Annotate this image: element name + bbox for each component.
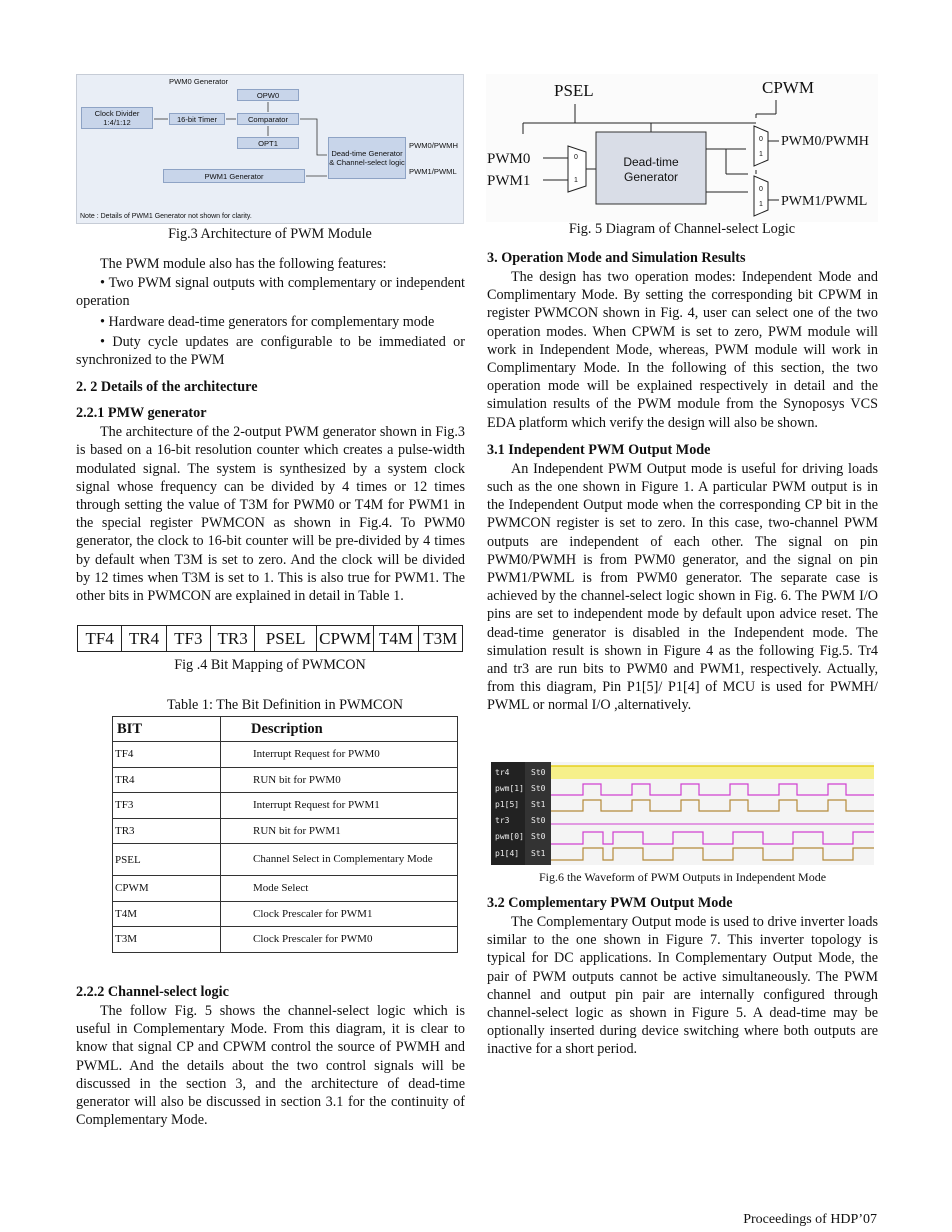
table-row: TR4 RUN bit for PWM0 (113, 767, 458, 793)
table-row: TF4 Interrupt Request for PWM0 (113, 742, 458, 768)
signal-value: St0 (531, 784, 546, 793)
signal-name: pwm[1] (495, 784, 524, 793)
bit-cell: TR3 (211, 626, 255, 651)
signal-value: St0 (531, 768, 546, 777)
paragraph-independent: An Independent PWM Output mode is useful for driving loads such as the one shown in Figure 1. A particular PWM output is in the Independent Output mode when the corresponding CP bit in the PWMCON register is set to zero. In this case, two-channel PWM outputs are independent of each other. The signal on pin PWM0/PWMH is from PWM0 generator, and the signal on pin PWM1/PWML is from PWM0 generator. The separate case is achieved by the channel-select logic shown in Fig. 6. The PWM I/O pins are set to independent mode by default upon advice reset. The dead-time generator is disabled in the Independent mode. The simulation result is shown in Figure 4 as the following Fig.5. Tr4 and tr3 are run bits to PWM0 and PWM1, respectively. Actually, from this diagram, Pin P1[5]/ P1[4] of MCU is used for PWMH/ PWML or normal I/O ,alternatively. (487, 460, 878, 714)
timer-block: 16-bit Timer (169, 113, 225, 125)
paragraph-channel: The follow Fig. 5 shows the channel-select logic which is useful in Complementary Mode. From this diagram, it is clear to know that signal CP and CPWM control the source of PWMH and PWML. And the details about the two control signals will be discussed in the section 3, and the architecture of dead-time generator will also be discussed in section 3.1 for the continuity of Complementary Mode. (76, 1003, 465, 1129)
page-footer: Proceedings of HDP’07 (743, 1212, 877, 1227)
out-l-label: PWM1/PWML (781, 194, 868, 209)
pwmcon-bit-map (77, 625, 463, 652)
table-header: Description (221, 717, 458, 742)
bullet-item: • Two PWM signal outputs with complementary or independent operation (76, 275, 465, 310)
signal-name: pwm[0] (495, 832, 524, 841)
fig5-caption: Fig. 5 Diagram of Channel-select Logic (568, 221, 796, 237)
features-intro: The PWM module also has the following features: (100, 256, 387, 272)
signal-value: St0 (531, 816, 546, 825)
pwm0-label: PWM0 (487, 151, 531, 167)
bullet-item: • Hardware dead-time generators for complementary mode (100, 313, 435, 330)
waveform-svg (491, 762, 874, 865)
signal-value: St1 (531, 849, 546, 858)
mux-input-label: 1 (759, 201, 763, 208)
bullet-item: • Duty cycle updates are configurable to be immediated or synchronized to the PWM (76, 333, 465, 369)
deadtime-logic-block: Dead-time Generator & Channel-select logic (328, 137, 406, 179)
section-heading: 2. 2 Details of the architecture (76, 379, 258, 396)
paragraph-complementary: The Complementary Output mode is used to drive inverter loads similar to the one shown in Figure 7. This inverter topology is typical for DC applications. In Complementary Output Mode, the pair of PWM outputs cannot be active simultaneously. The PWM channel and output pin pair are internally configured through channel-select logic as shown in Figure 5. A dead-time may be optionally inserted during device switching where both outputs are inactive for a short period. (487, 914, 878, 1058)
cpwm-label: CPWM (762, 78, 814, 97)
table-row: TR3 RUN bit for PWM1 (113, 818, 458, 844)
deadtime-label: Dead-time (623, 155, 679, 169)
out-h-label: PWM0/PWMH (781, 134, 869, 149)
fig3-caption: Fig.3 Architecture of PWM Module (168, 226, 372, 242)
fig3-out-l: PWM1/PWML (409, 167, 457, 176)
section-heading: 3.2 Complementary PWM Output Mode (487, 895, 733, 911)
opt1-block: OPT1 (237, 137, 299, 149)
mux-input-label: 0 (759, 136, 763, 143)
fig6-caption: Fig.6 the Waveform of PWM Outputs in Independent Mode (538, 870, 827, 884)
bit-cell: PSEL (255, 626, 317, 651)
table1-caption: Table 1: The Bit Definition in PWMCON (167, 697, 403, 713)
bit-cell: TR4 (122, 626, 166, 651)
signal-value: St1 (531, 800, 546, 809)
signal-name: p1[5] (495, 800, 520, 809)
mux-input-label: 0 (574, 154, 578, 161)
section-heading: 3. Operation Mode and Simulation Results (487, 250, 746, 266)
section-heading: 3.1 Independent PWM Output Mode (487, 441, 711, 458)
mux-input-label: 1 (574, 177, 578, 184)
fig3-out-h: PWM0/PWMH (409, 141, 458, 150)
fig3-title: PWM0 Generator (169, 77, 229, 86)
signal-value: St0 (531, 832, 546, 841)
clock-divider-block: Clock Divider 1:4/1:12 (81, 107, 153, 129)
signal-name: p1[4] (495, 849, 520, 858)
comparator-block: Comparator (237, 113, 299, 125)
bit-definition-table (112, 716, 458, 953)
bit-cell: TF4 (78, 626, 122, 651)
bit-cell: T4M (374, 626, 418, 651)
bit-cell: TF3 (167, 626, 211, 651)
tr4-high-band (551, 766, 874, 779)
paragraph-operation: The design has two operation modes: Independent Mode and Complimentary Mode. By setting the corresponding bit CPWM in register PWMCON shown in Fig. 4, user can select one of the two operation modes. When CPWM is set to zero, PWM module will work in Independent Mode, whereas, PWM module will work in Complimentary Mode. In the following of this section, the two operation mode will be explained respectively in detail and the simulation results of the PWM module from the Synoposys VCS EDA platform which verify the design will also be shown. (487, 269, 878, 431)
table-row: CPWM Mode Select (113, 876, 458, 902)
signal-name: tr3 (495, 816, 510, 825)
mux-input-label: 1 (759, 151, 763, 158)
mux-input-label: 0 (759, 186, 763, 193)
fig6-waveform (491, 762, 874, 865)
fig5-channel-select-diagram (486, 74, 878, 222)
fig4-caption: Fig .4 Bit Mapping of PWMCON (174, 657, 366, 673)
table-row: T3M Clock Prescaler for PWM0 (113, 927, 458, 953)
deadtime-label: Generator (623, 170, 679, 184)
psel-label: PSEL (554, 81, 594, 100)
opw0-block: OPW0 (237, 89, 299, 101)
bit-cell: T3M (423, 629, 458, 648)
table-row: PSEL Channel Select in Complementary Mode (113, 844, 458, 876)
table-header: BIT (113, 717, 221, 742)
pwm1-generator-block: PWM1 Generator (163, 169, 305, 183)
signal-name: tr4 (495, 768, 510, 777)
bit-cell: CPWM (317, 626, 374, 651)
table-row: T4M Clock Prescaler for PWM1 (113, 901, 458, 927)
table-row: TF3 Interrupt Request for PWM1 (113, 793, 458, 819)
fig3-architecture-diagram (76, 74, 464, 224)
paragraph-architecture: The architecture of the 2-output PWM generator shown in Fig.3 is based on a 16-bit resolution counter which creates a pulse-width modulated signal. The system is synthesized by a system clock signal whose frequency can be divided by 4 times or 12 times through setting the value of T3M for PWM0 or T4M for PWM1 in the special register PWMCON as shown in Fig.4. To PWM0 generator, the clock to 16-bit counter will be pre-divided by 4 times by default when T3M is set to zero. And the clock will be divided by 12 times when T3M is set to 1. This is also true for PWM1. The other bits in PWMCON are explained in detail in Table 1. (76, 424, 465, 605)
fig3-arrows (77, 75, 465, 225)
pwm1-label: PWM1 (487, 173, 531, 189)
section-heading: 2.2.2 Channel-select logic (76, 984, 229, 1000)
section-heading: 2.2.1 PMW generator (76, 405, 207, 422)
fig3-note: Note : Details of PWM1 Generator not shown for clarity. (80, 213, 252, 220)
